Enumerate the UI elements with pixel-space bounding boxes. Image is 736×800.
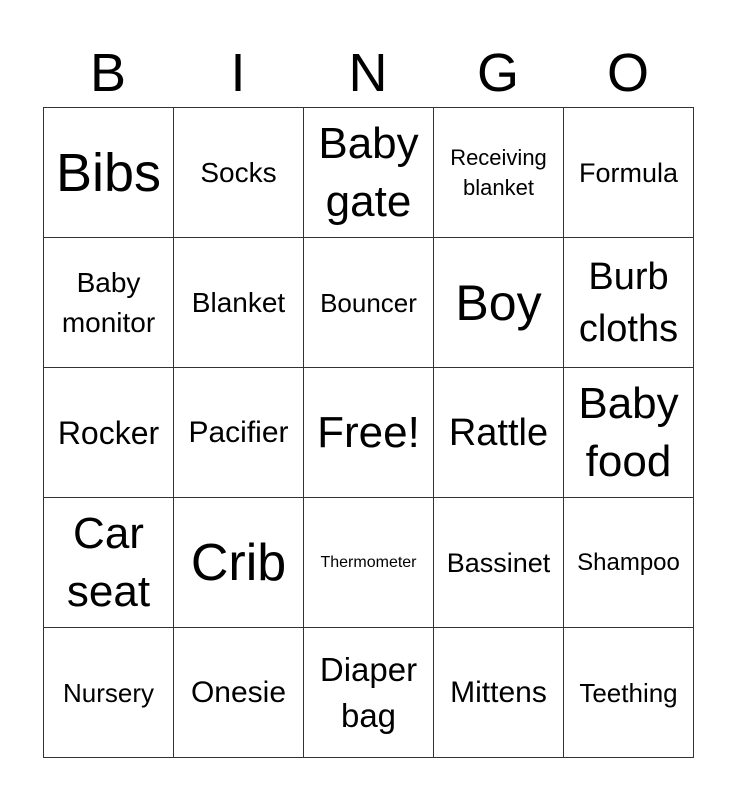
- bingo-cell[interactable]: [564, 368, 694, 498]
- cell-label: Crib: [190, 533, 287, 592]
- header-letter-g: G: [476, 43, 519, 103]
- bingo-cell[interactable]: [434, 498, 564, 628]
- bingo-cell[interactable]: [304, 368, 434, 498]
- bingo-cell[interactable]: [304, 238, 434, 368]
- cell-label: Rattle: [448, 411, 549, 454]
- bingo-cell[interactable]: [434, 238, 564, 368]
- cell-label: Onesie: [190, 675, 287, 709]
- cell-label: Thermometer: [320, 553, 417, 571]
- cell-label: Teething: [579, 677, 678, 708]
- bingo-cell[interactable]: [434, 628, 564, 758]
- bingo-cell[interactable]: [564, 238, 694, 368]
- cell-label: Diaper bag: [319, 650, 418, 734]
- header-letter-o: O: [606, 43, 649, 103]
- bingo-cell[interactable]: [44, 628, 174, 758]
- header-letter-b: B: [89, 43, 127, 103]
- bingo-cell[interactable]: [564, 108, 694, 238]
- bingo-cell[interactable]: [174, 498, 304, 628]
- cell-label: Receiving blanket: [450, 144, 547, 200]
- bingo-cell[interactable]: [304, 108, 434, 238]
- header-letter-i: I: [230, 43, 246, 103]
- cell-label: Socks: [200, 156, 277, 188]
- cell-label: Baby food: [578, 378, 679, 486]
- bingo-cell[interactable]: [44, 238, 174, 368]
- bingo-header: [43, 42, 693, 104]
- cell-label: Rocker: [57, 414, 160, 451]
- bingo-cell[interactable]: [564, 498, 694, 628]
- bingo-cell[interactable]: [44, 108, 174, 238]
- cell-label: Bassinet: [446, 547, 551, 578]
- cell-label: Car seat: [66, 508, 151, 616]
- bingo-cell[interactable]: [174, 238, 304, 368]
- cell-label: Burb cloths: [578, 255, 679, 350]
- bingo-cell[interactable]: [174, 108, 304, 238]
- cell-label: Nursery: [62, 677, 154, 708]
- bingo-cell[interactable]: [304, 628, 434, 758]
- cell-label: Mittens: [450, 675, 547, 709]
- header-letter-n: N: [348, 43, 388, 103]
- bingo-cell[interactable]: [304, 498, 434, 628]
- cell-label: Baby gate: [318, 118, 419, 226]
- bingo-card-grid: [43, 107, 694, 758]
- cell-label: Formula: [578, 157, 679, 188]
- cell-label: Pacifier: [188, 415, 289, 449]
- bingo-cell[interactable]: [44, 498, 174, 628]
- cell-label: Boy: [455, 274, 542, 331]
- cell-label: Bibs: [55, 142, 162, 203]
- bingo-cell[interactable]: [44, 368, 174, 498]
- bingo-cell[interactable]: [434, 108, 564, 238]
- bingo-cell[interactable]: [434, 368, 564, 498]
- cell-label: Shampoo: [577, 548, 680, 576]
- cell-label: Free!: [317, 407, 420, 457]
- bingo-cell[interactable]: [174, 368, 304, 498]
- cell-label: Bouncer: [320, 287, 417, 318]
- cell-label: Blanket: [191, 286, 286, 318]
- bingo-cell[interactable]: [174, 628, 304, 758]
- bingo-cell[interactable]: [564, 628, 694, 758]
- cell-label: Baby monitor: [61, 266, 156, 338]
